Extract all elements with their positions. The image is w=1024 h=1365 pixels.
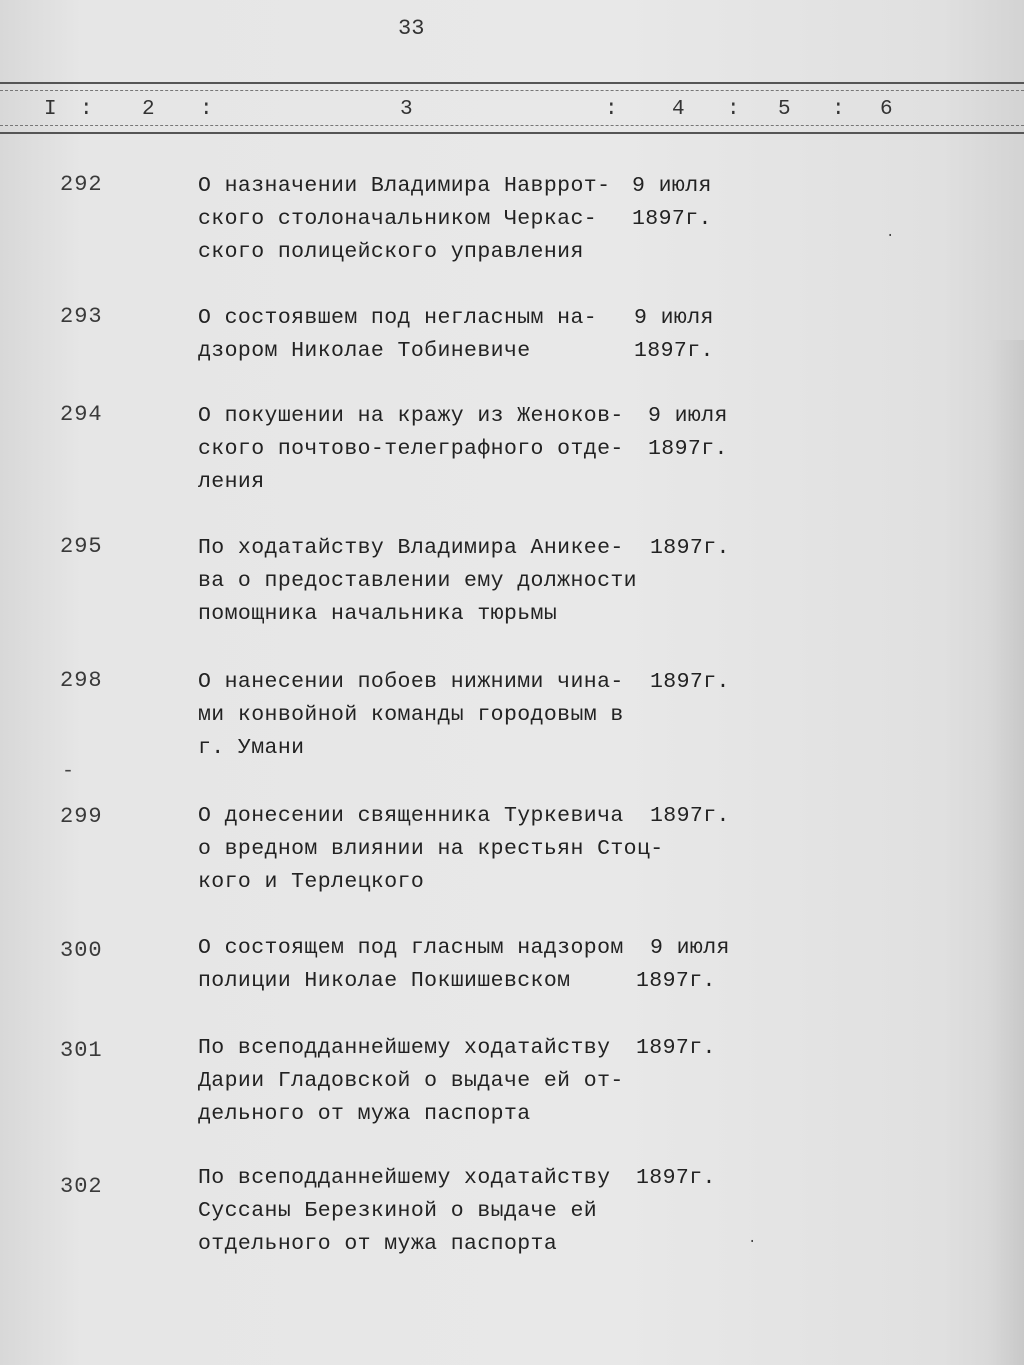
description-line: О покушении на кражу из Женоков- <box>198 404 624 428</box>
column-header-5: 5 <box>778 98 791 121</box>
description-line: По ходатайству Владимира Аникее- <box>198 536 624 560</box>
header-rule-top <box>0 82 1024 84</box>
description-line: О назначении Владимира Навррот- <box>198 174 611 198</box>
entry-description <box>198 1032 624 1131</box>
entry-number: 295 <box>60 534 103 559</box>
description-line: По всеподданнейшему ходатайству <box>198 1166 611 1190</box>
description-line: дзором Николае Тобиневиче <box>198 339 531 363</box>
description-line: ва о предоставлении ему должности <box>198 569 637 593</box>
description-line: О состоявшем под негласным на- <box>198 306 598 330</box>
entry-date <box>636 932 730 998</box>
entry-number: 300 <box>60 938 103 963</box>
date-line: 1897г. <box>636 1036 716 1060</box>
entry-number: 301 <box>60 1038 103 1063</box>
entry-date <box>648 400 728 466</box>
date-line: 1897г. <box>636 969 716 993</box>
description-line: О состоящем под гласным надзором <box>198 936 624 960</box>
column-separator: : <box>832 98 845 121</box>
description-line: ского почтово-телеграфного отде- <box>198 437 624 461</box>
date-line: 1897г. <box>636 1166 716 1190</box>
column-header-4: 4 <box>672 98 685 121</box>
column-separator: : <box>80 98 93 121</box>
entry-description <box>198 532 637 631</box>
header-rule-bottom <box>0 132 1024 134</box>
description-line: помощника начальника тюрьмы <box>198 602 558 626</box>
date-line: 9 июля <box>632 174 712 198</box>
column-header-3: 3 <box>400 98 413 121</box>
entry-date <box>632 170 712 236</box>
description-line: полиции Николае Покшишевском <box>198 969 571 993</box>
entry-number: 299 <box>60 804 103 829</box>
stray-dash-mark: - <box>62 760 75 783</box>
header-rule-bottom-dashed <box>0 125 1024 126</box>
description-line: О донесении священника Туркевича <box>198 804 624 828</box>
description-line: отдельного от мужа паспорта <box>198 1232 558 1256</box>
date-line: 1897г. <box>632 207 712 231</box>
description-line: о вредном влиянии на крестьян Стоц- <box>198 837 664 861</box>
stray-dot-mark: · <box>886 228 895 244</box>
entry-date <box>636 1032 716 1065</box>
date-line: 9 июля <box>648 404 728 428</box>
column-header-1: I <box>44 98 57 121</box>
column-header-2: 2 <box>142 98 155 121</box>
date-line: 1897г. <box>650 804 730 828</box>
description-line: ми конвойной команды городовым в <box>198 703 624 727</box>
entry-number: 302 <box>60 1174 103 1199</box>
description-line: О нанесении побоев нижними чина- <box>198 670 624 694</box>
description-line: дельного от мужа паспорта <box>198 1102 531 1126</box>
entry-description <box>198 170 610 269</box>
entry-description <box>198 666 624 765</box>
entry-description <box>198 400 624 499</box>
entry-description <box>198 800 664 899</box>
entry-date <box>634 302 714 368</box>
entry-description <box>198 932 624 998</box>
date-line: 1897г. <box>650 536 730 560</box>
entry-description <box>198 302 597 368</box>
entry-date <box>650 666 730 699</box>
entry-number: 292 <box>60 172 103 197</box>
description-line: кого и Терлецкого <box>198 870 425 894</box>
date-line: 1897г. <box>634 339 714 363</box>
page-number: 33 <box>398 16 425 41</box>
entry-date <box>636 1162 716 1195</box>
date-line: 1897г. <box>650 670 730 694</box>
description-line: ления <box>198 470 265 494</box>
date-line: 9 июля <box>650 936 730 960</box>
column-separator: : <box>605 98 618 121</box>
description-line: По всеподданнейшему ходатайству <box>198 1036 611 1060</box>
entry-date <box>650 800 730 833</box>
column-separator: : <box>727 98 740 121</box>
description-line: Суссаны Березкиной о выдаче ей <box>198 1199 598 1223</box>
entry-number: 298 <box>60 668 103 693</box>
stray-dot-mark: · <box>748 1234 757 1250</box>
date-line: 9 июля <box>634 306 714 330</box>
entry-number: 293 <box>60 304 103 329</box>
header-rule-top-dashed <box>0 90 1024 91</box>
description-line: Дарии Гладовской о выдаче ей от- <box>198 1069 624 1093</box>
description-line: ского столоначальником Черкас- <box>198 207 598 231</box>
description-line: ского полицейского управления <box>198 240 584 264</box>
description-line: г. Умани <box>198 736 305 760</box>
entry-date <box>650 532 730 565</box>
date-line: 1897г. <box>648 437 728 461</box>
column-separator: : <box>200 98 213 121</box>
column-header-6: 6 <box>880 98 893 121</box>
entry-description <box>198 1162 610 1261</box>
entry-number: 294 <box>60 402 103 427</box>
